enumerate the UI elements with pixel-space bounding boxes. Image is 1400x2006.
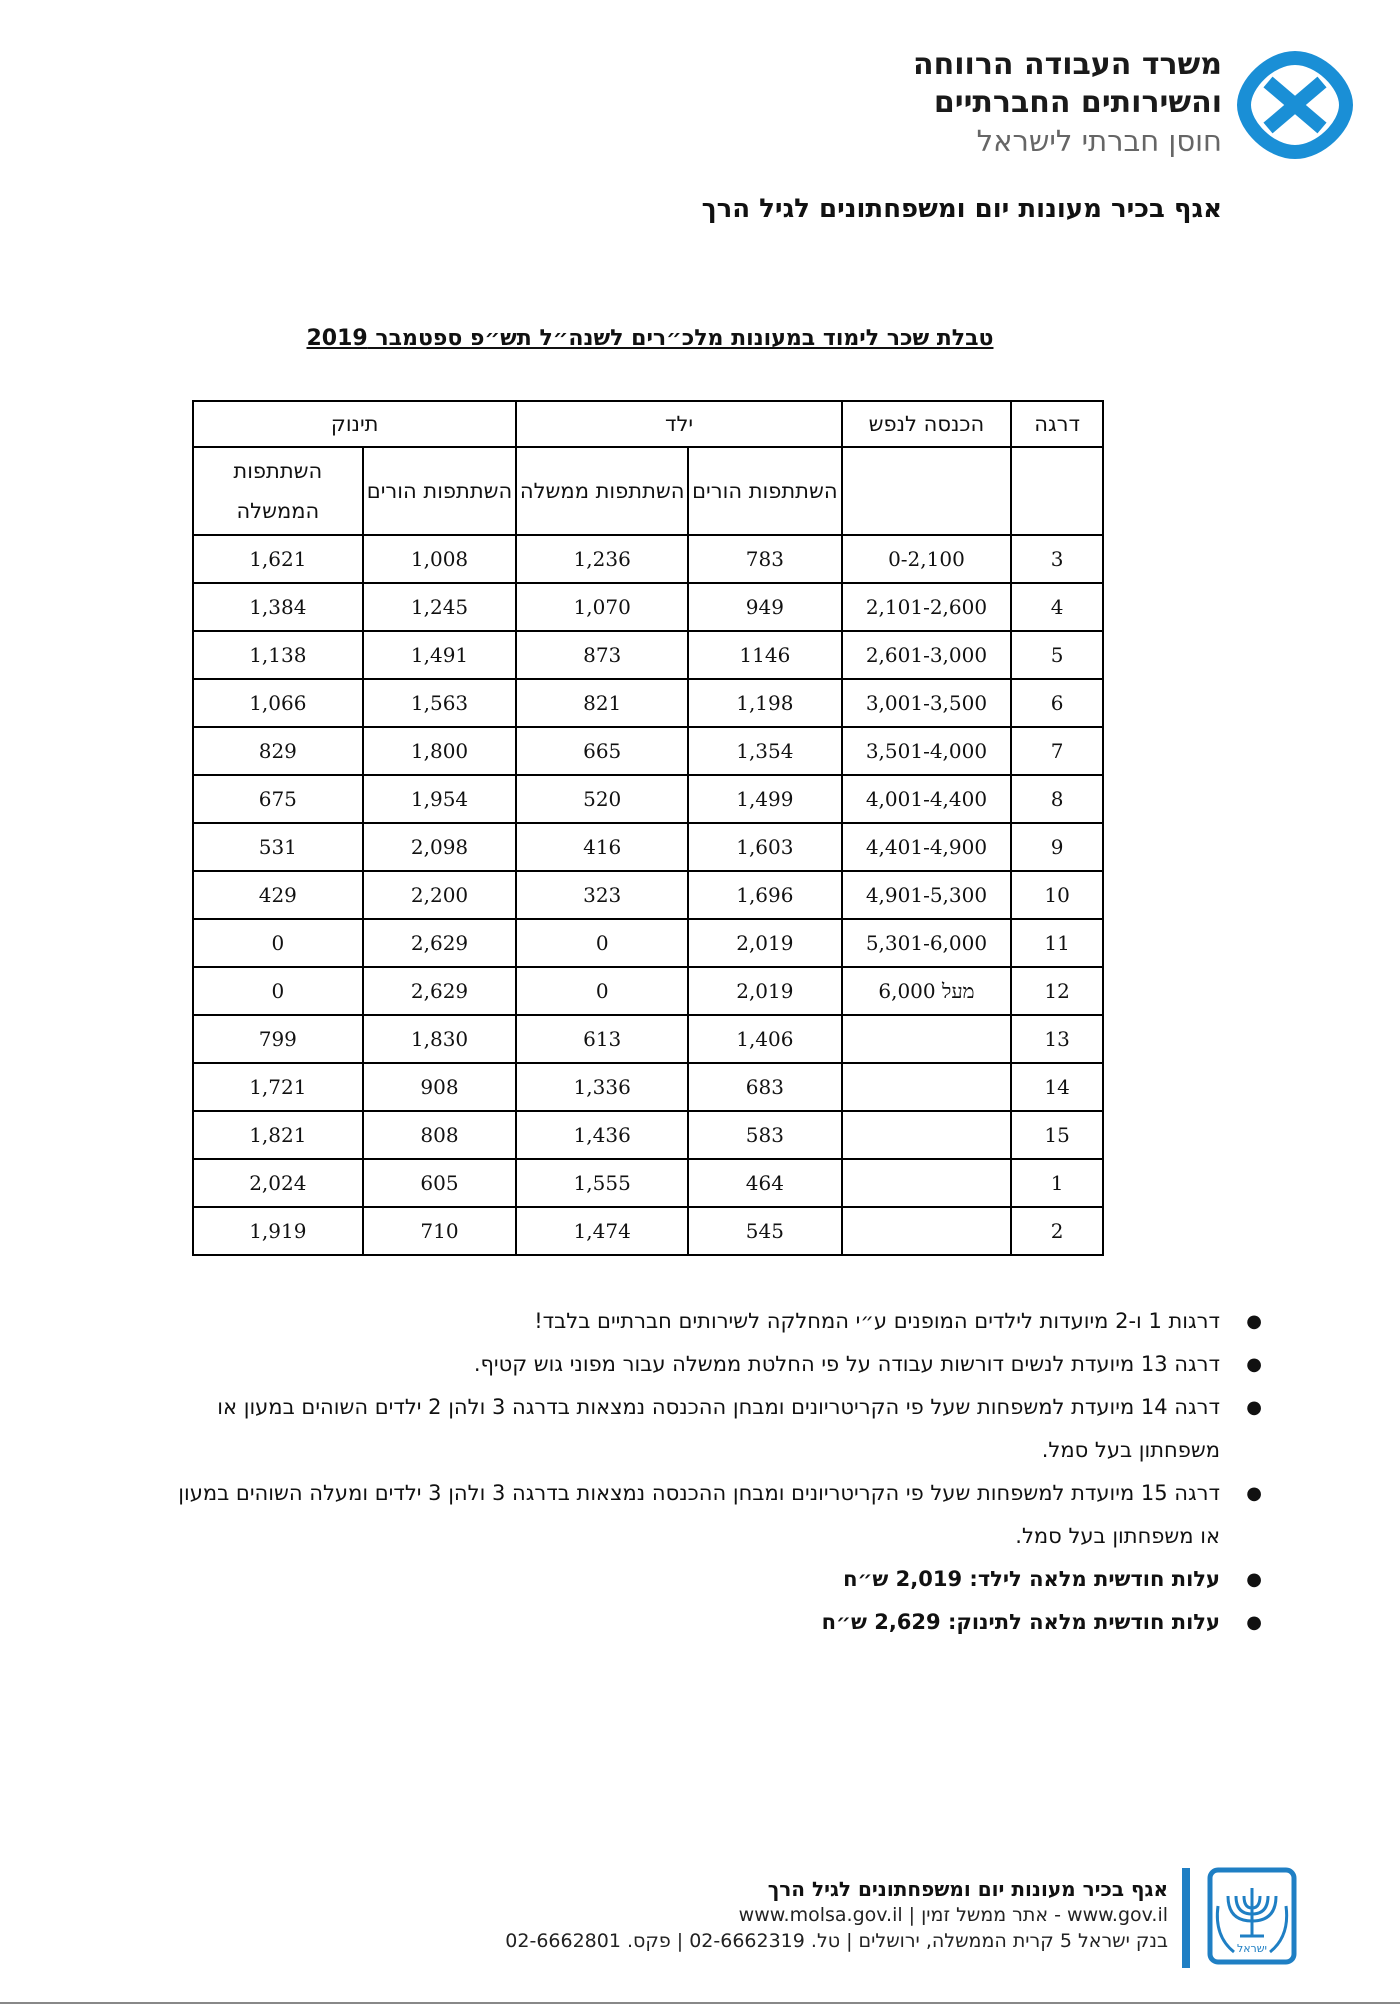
ministry-slogan: חוסן חברתי לישראל [976, 124, 1222, 158]
cell-child-parents: 545 [688, 1207, 842, 1255]
table-row [193, 1207, 1103, 1255]
cell-level: 1 [1011, 1159, 1103, 1207]
cell-child-parents: 2,019 [688, 919, 842, 967]
cell-infant-gov: 0 [193, 967, 363, 1015]
cell-child-parents: 1,696 [688, 871, 842, 919]
notes-list [160, 1300, 1262, 1644]
subheader-empty [1011, 447, 1103, 535]
table-row [193, 727, 1103, 775]
cell-level: 13 [1011, 1015, 1103, 1063]
cell-infant-gov: 429 [193, 871, 363, 919]
cell-infant-gov: 1,384 [193, 583, 363, 631]
note-text: עלות חודשית מלאה לתינוק: 2,629 ש״ח [821, 1610, 1220, 1634]
table-row [193, 775, 1103, 823]
cell-infant-gov: 829 [193, 727, 363, 775]
table-row [193, 1111, 1103, 1159]
cell-level: 10 [1011, 871, 1103, 919]
ministry-name-line1: משרד העבודה הרווחה [913, 47, 1222, 82]
cell-income: 4,401-4,900 [842, 823, 1012, 871]
cell-child-gov: 873 [516, 631, 688, 679]
footer-websites: www.gov.il - אתר ממשל זמין | www.molsa.gov.il [738, 1904, 1168, 1926]
cell-income: 5,301-6,000 [842, 919, 1012, 967]
cell-infant-gov: 1,066 [193, 679, 363, 727]
table-row [193, 535, 1103, 583]
table-row [193, 823, 1103, 871]
note-item [160, 1601, 1262, 1644]
cell-infant-parents: 908 [363, 1063, 517, 1111]
cell-level: 6 [1011, 679, 1103, 727]
cell-child-gov: 821 [516, 679, 688, 727]
ministry-name-line2: והשירותים החברתיים [933, 85, 1222, 120]
cell-level: 14 [1011, 1063, 1103, 1111]
cell-child-gov: 1,236 [516, 535, 688, 583]
cell-child-gov: 0 [516, 919, 688, 967]
table-row [193, 1159, 1103, 1207]
cell-infant-gov: 531 [193, 823, 363, 871]
bullet-icon: ● [1246, 1612, 1262, 1633]
cell-income [842, 1111, 1012, 1159]
cell-level: 4 [1011, 583, 1103, 631]
cell-level: 9 [1011, 823, 1103, 871]
bullet-icon: ● [1246, 1569, 1262, 1590]
cell-level: 5 [1011, 631, 1103, 679]
cell-child-parents: 1,499 [688, 775, 842, 823]
cell-infant-parents: 808 [363, 1111, 517, 1159]
table-row [193, 967, 1103, 1015]
cell-infant-parents: 2,629 [363, 967, 517, 1015]
cell-child-parents: 1,603 [688, 823, 842, 871]
cell-infant-parents: 1,491 [363, 631, 517, 679]
note-item [160, 1300, 1262, 1343]
table-row [193, 583, 1103, 631]
table-row [193, 631, 1103, 679]
cell-infant-parents: 2,098 [363, 823, 517, 871]
table-row [193, 871, 1103, 919]
cell-infant-gov: 1,919 [193, 1207, 363, 1255]
cell-child-parents: 783 [688, 535, 842, 583]
cell-infant-parents: 1,245 [363, 583, 517, 631]
cell-child-gov: 520 [516, 775, 688, 823]
cell-infant-parents: 710 [363, 1207, 517, 1255]
cell-infant-gov: 675 [193, 775, 363, 823]
bullet-icon: ● [1246, 1397, 1262, 1418]
cell-infant-gov: 799 [193, 1015, 363, 1063]
ministry-name [913, 46, 1222, 160]
cell-income: 2,601-3,000 [842, 631, 1012, 679]
cell-level: 8 [1011, 775, 1103, 823]
table-row [193, 919, 1103, 967]
cell-income [842, 1207, 1012, 1255]
cell-child-parents: 2,019 [688, 967, 842, 1015]
note-text: דרגה 14 מיועדת למשפחות שעל פי הקריטריונים ומבחן ההכנסה נמצאות בדרגה 3 ולהן 2 ילדים השוהים במעון או משפחתון בעל סמל. [217, 1395, 1220, 1462]
cell-income: 3,501-4,000 [842, 727, 1012, 775]
cell-income: 2,101-2,600 [842, 583, 1012, 631]
cell-child-parents: 1,198 [688, 679, 842, 727]
cell-level: 3 [1011, 535, 1103, 583]
note-text: דרגות 1 ו-2 מיועדות לילדים המופנים ע״י המחלקה לשירותים חברתיים בלבד! [534, 1309, 1220, 1333]
table-row [193, 679, 1103, 727]
bullet-icon: ● [1246, 1483, 1262, 1504]
table-row [193, 1015, 1103, 1063]
header-level: דרגה [1011, 401, 1103, 447]
footer-divider [1182, 1868, 1190, 1968]
cell-child-parents: 1,406 [688, 1015, 842, 1063]
footer-department: אגף בכיר מעונות יום ומשפחתונים לגיל הרך [767, 1877, 1168, 1901]
cell-income [842, 1063, 1012, 1111]
cell-income: מעל 6,000 [842, 967, 1012, 1015]
cell-infant-parents: 1,008 [363, 535, 517, 583]
subheader-child-parents: השתתפות הורים [688, 447, 842, 535]
cell-child-parents: 583 [688, 1111, 842, 1159]
cell-infant-gov: 1,138 [193, 631, 363, 679]
ministry-logo [1230, 44, 1360, 166]
cell-child-parents: 1,354 [688, 727, 842, 775]
state-emblem-icon [1204, 1866, 1300, 1966]
header-income: הכנסה לנפש [842, 401, 1012, 447]
bullet-icon: ● [1246, 1311, 1262, 1332]
cell-child-gov: 1,070 [516, 583, 688, 631]
cell-child-gov: 1,474 [516, 1207, 688, 1255]
cell-infant-parents: 2,629 [363, 919, 517, 967]
note-item [160, 1472, 1262, 1558]
footer [505, 1876, 1168, 1954]
subheader-infant-gov: השתתפות הממשלה [193, 447, 363, 535]
cell-child-gov: 665 [516, 727, 688, 775]
tuition-table [192, 400, 1104, 1256]
cell-income: 4,001-4,400 [842, 775, 1012, 823]
note-text: עלות חודשית מלאה לילד: 2,019 ש״ח [843, 1567, 1220, 1591]
cell-child-gov: 0 [516, 967, 688, 1015]
cell-infant-parents: 2,200 [363, 871, 517, 919]
cell-income: 0-2,100 [842, 535, 1012, 583]
cell-income [842, 1159, 1012, 1207]
cell-level: 7 [1011, 727, 1103, 775]
cell-income: 3,001-3,500 [842, 679, 1012, 727]
cell-infant-parents: 605 [363, 1159, 517, 1207]
table-row [193, 1063, 1103, 1111]
table-subheader-row [193, 447, 1103, 535]
note-item [160, 1558, 1262, 1601]
note-text: דרגה 13 מיועדת לנשים דורשות עבודה על פי החלטת ממשלה עבור מפוני גוש קטיף. [473, 1352, 1220, 1376]
cell-child-gov: 323 [516, 871, 688, 919]
cell-infant-gov: 1,621 [193, 535, 363, 583]
cell-child-gov: 416 [516, 823, 688, 871]
cell-income [842, 1015, 1012, 1063]
subheader-empty [842, 447, 1012, 535]
footer-address: בנק ישראל 5 קרית הממשלה, ירושלים | טל. 02-6662319 | פקס. 02-6662801 [505, 1930, 1168, 1952]
note-item [160, 1386, 1262, 1472]
note-text: דרגה 15 מיועדת למשפחות שעל פי הקריטריונים ומבחן ההכנסה נמצאות בדרגה 3 ולהן 3 ילדים ומעלה השוהים במעון או משפחתון בעל סמל. [178, 1481, 1220, 1548]
cell-infant-parents: 1,830 [363, 1015, 517, 1063]
cell-infant-gov: 0 [193, 919, 363, 967]
table-title: טבלת שכר לימוד במעונות מלכ״רים לשנה״ל תש״פ ספטמבר 2019 [306, 326, 994, 351]
svg-text:ישראל: ישראל [1236, 1942, 1268, 1955]
cell-level: 2 [1011, 1207, 1103, 1255]
page-bottom-border [0, 2002, 1400, 2004]
table-body [193, 535, 1103, 1255]
note-item [160, 1343, 1262, 1386]
cell-child-parents: 683 [688, 1063, 842, 1111]
cell-income: 4,901-5,300 [842, 871, 1012, 919]
cell-child-parents: 464 [688, 1159, 842, 1207]
cell-infant-gov: 1,721 [193, 1063, 363, 1111]
header-child-group: ילד [516, 401, 841, 447]
cell-child-parents: 949 [688, 583, 842, 631]
cell-child-gov: 1,555 [516, 1159, 688, 1207]
cell-child-gov: 613 [516, 1015, 688, 1063]
cell-infant-parents: 1,800 [363, 727, 517, 775]
cell-level: 15 [1011, 1111, 1103, 1159]
cell-level: 12 [1011, 967, 1103, 1015]
cell-infant-parents: 1,954 [363, 775, 517, 823]
cell-level: 11 [1011, 919, 1103, 967]
table-header-row [193, 401, 1103, 447]
subheader-infant-parents: השתתפות הורים [363, 447, 517, 535]
subheader-child-gov: השתתפות ממשלה [516, 447, 688, 535]
cell-infant-parents: 1,563 [363, 679, 517, 727]
cell-child-parents: 1146 [688, 631, 842, 679]
cell-infant-gov: 1,821 [193, 1111, 363, 1159]
cell-child-gov: 1,336 [516, 1063, 688, 1111]
header-infant-group: תינוק [193, 401, 516, 447]
cell-child-gov: 1,436 [516, 1111, 688, 1159]
department-title: אגף בכיר מעונות יום ומשפחתונים לגיל הרך [701, 194, 1222, 224]
bullet-icon: ● [1246, 1354, 1262, 1375]
cell-infant-gov: 2,024 [193, 1159, 363, 1207]
